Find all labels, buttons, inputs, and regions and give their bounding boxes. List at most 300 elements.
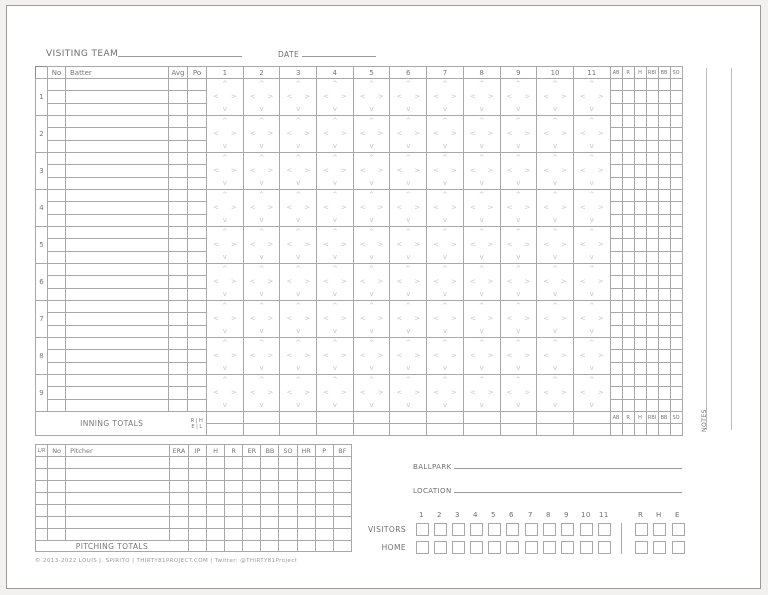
at-bat-diamond-cell[interactable] bbox=[390, 301, 427, 338]
at-bat-diamond-cell[interactable] bbox=[573, 153, 610, 190]
at-bat-diamond-cell[interactable] bbox=[353, 375, 390, 412]
at-bat-diamond-cell[interactable] bbox=[317, 190, 354, 227]
stat-cell[interactable] bbox=[622, 202, 634, 214]
linescore-box[interactable] bbox=[506, 523, 519, 536]
batter-cell[interactable] bbox=[66, 288, 169, 300]
stat-cell[interactable] bbox=[610, 190, 622, 202]
pitcher-cell[interactable] bbox=[279, 505, 297, 517]
stat-cell[interactable] bbox=[646, 288, 658, 300]
avg-cell[interactable] bbox=[169, 325, 188, 337]
at-bat-diamond-cell[interactable] bbox=[243, 153, 280, 190]
stat-cell[interactable] bbox=[622, 264, 634, 276]
pitcher-cell[interactable] bbox=[188, 529, 206, 541]
at-bat-diamond-cell[interactable] bbox=[280, 153, 317, 190]
at-bat-diamond-cell[interactable] bbox=[537, 338, 574, 375]
stat-cell[interactable] bbox=[646, 116, 658, 128]
stat-cell[interactable] bbox=[634, 103, 646, 115]
at-bat-diamond-cell[interactable] bbox=[207, 190, 244, 227]
stat-cell[interactable] bbox=[646, 301, 658, 313]
position-cell[interactable] bbox=[188, 251, 207, 263]
pitcher-cell[interactable] bbox=[169, 517, 188, 529]
position-cell[interactable] bbox=[188, 128, 207, 140]
inning-total-cell[interactable] bbox=[500, 424, 537, 436]
avg-cell[interactable] bbox=[169, 202, 188, 214]
stat-cell[interactable] bbox=[670, 177, 682, 189]
stat-cell[interactable] bbox=[622, 239, 634, 251]
linescore-box[interactable] bbox=[488, 541, 501, 554]
number-cell[interactable] bbox=[48, 128, 66, 140]
pitcher-cell[interactable] bbox=[243, 469, 261, 481]
stat-cell[interactable] bbox=[634, 264, 646, 276]
at-bat-diamond-cell[interactable] bbox=[353, 116, 390, 153]
at-bat-diamond-cell[interactable] bbox=[573, 264, 610, 301]
avg-cell[interactable] bbox=[169, 190, 188, 202]
at-bat-diamond-cell[interactable] bbox=[280, 79, 317, 116]
inning-total-cell[interactable] bbox=[573, 424, 610, 436]
at-bat-diamond-cell[interactable] bbox=[537, 153, 574, 190]
stat-cell[interactable] bbox=[634, 276, 646, 288]
stat-cell[interactable] bbox=[670, 91, 682, 103]
at-bat-diamond-cell[interactable] bbox=[353, 153, 390, 190]
stat-cell[interactable] bbox=[670, 288, 682, 300]
pitcher-cell[interactable] bbox=[207, 457, 225, 469]
pitcher-cell[interactable] bbox=[261, 505, 279, 517]
at-bat-diamond-cell[interactable] bbox=[243, 116, 280, 153]
at-bat-diamond-cell[interactable] bbox=[390, 375, 427, 412]
stat-cell[interactable] bbox=[622, 79, 634, 91]
position-cell[interactable] bbox=[188, 91, 207, 103]
pitcher-cell[interactable] bbox=[188, 493, 206, 505]
at-bat-diamond-cell[interactable] bbox=[207, 116, 244, 153]
batter-cell[interactable] bbox=[66, 79, 169, 91]
pitcher-cell[interactable] bbox=[297, 469, 315, 481]
pitcher-cell[interactable] bbox=[169, 469, 188, 481]
pitcher-cell[interactable] bbox=[261, 493, 279, 505]
inning-total-cell[interactable] bbox=[207, 424, 244, 436]
number-cell[interactable] bbox=[48, 91, 66, 103]
linescore-box[interactable] bbox=[525, 541, 538, 554]
stat-cell[interactable] bbox=[670, 399, 682, 411]
stat-cell[interactable] bbox=[658, 276, 670, 288]
position-cell[interactable] bbox=[188, 103, 207, 115]
at-bat-diamond-cell[interactable] bbox=[280, 338, 317, 375]
at-bat-diamond-cell[interactable] bbox=[390, 338, 427, 375]
at-bat-diamond-cell[interactable] bbox=[463, 338, 500, 375]
pitcher-cell[interactable] bbox=[188, 505, 206, 517]
inning-total-cell[interactable] bbox=[353, 412, 390, 424]
at-bat-diamond-cell[interactable] bbox=[500, 264, 537, 301]
avg-cell[interactable] bbox=[169, 177, 188, 189]
at-bat-diamond-cell[interactable] bbox=[280, 190, 317, 227]
stat-cell[interactable] bbox=[634, 350, 646, 362]
stat-cell[interactable] bbox=[658, 177, 670, 189]
linescore-total-box[interactable] bbox=[653, 523, 666, 536]
position-cell[interactable] bbox=[188, 177, 207, 189]
stat-cell[interactable] bbox=[634, 338, 646, 350]
position-cell[interactable] bbox=[188, 227, 207, 239]
stat-cell[interactable] bbox=[634, 399, 646, 411]
position-cell[interactable] bbox=[188, 325, 207, 337]
stat-cell[interactable] bbox=[622, 350, 634, 362]
linescore-box[interactable] bbox=[580, 541, 593, 554]
at-bat-diamond-cell[interactable] bbox=[573, 375, 610, 412]
avg-cell[interactable] bbox=[169, 153, 188, 165]
linescore-total-box[interactable] bbox=[672, 541, 685, 554]
stat-cell[interactable] bbox=[670, 79, 682, 91]
avg-cell[interactable] bbox=[169, 214, 188, 226]
at-bat-diamond-cell[interactable] bbox=[573, 227, 610, 264]
stat-cell[interactable] bbox=[610, 202, 622, 214]
at-bat-diamond-cell[interactable] bbox=[427, 375, 464, 412]
at-bat-diamond-cell[interactable] bbox=[353, 301, 390, 338]
pitcher-cell[interactable] bbox=[66, 493, 170, 505]
stat-cell[interactable] bbox=[670, 227, 682, 239]
batter-cell[interactable] bbox=[66, 338, 169, 350]
stat-cell[interactable] bbox=[658, 116, 670, 128]
stat-cell[interactable] bbox=[634, 239, 646, 251]
stat-cell[interactable] bbox=[658, 251, 670, 263]
stat-cell[interactable] bbox=[622, 227, 634, 239]
at-bat-diamond-cell[interactable] bbox=[500, 116, 537, 153]
pitcher-cell[interactable] bbox=[243, 493, 261, 505]
stat-cell[interactable] bbox=[610, 313, 622, 325]
stat-cell[interactable] bbox=[622, 251, 634, 263]
at-bat-diamond-cell[interactable] bbox=[317, 264, 354, 301]
pitcher-cell[interactable] bbox=[279, 493, 297, 505]
stat-cell[interactable] bbox=[658, 338, 670, 350]
stat-total-cell[interactable] bbox=[622, 424, 634, 436]
avg-cell[interactable] bbox=[169, 79, 188, 91]
stat-cell[interactable] bbox=[634, 190, 646, 202]
pitcher-cell[interactable] bbox=[315, 457, 333, 469]
stat-cell[interactable] bbox=[610, 153, 622, 165]
stat-cell[interactable] bbox=[646, 103, 658, 115]
at-bat-diamond-cell[interactable] bbox=[537, 375, 574, 412]
number-cell[interactable] bbox=[48, 338, 66, 350]
position-cell[interactable] bbox=[188, 301, 207, 313]
stat-cell[interactable] bbox=[670, 202, 682, 214]
at-bat-diamond-cell[interactable] bbox=[427, 301, 464, 338]
avg-cell[interactable] bbox=[169, 91, 188, 103]
inning-total-cell[interactable] bbox=[280, 424, 317, 436]
avg-cell[interactable] bbox=[169, 165, 188, 177]
at-bat-diamond-cell[interactable] bbox=[390, 116, 427, 153]
at-bat-diamond-cell[interactable] bbox=[500, 79, 537, 116]
number-cell[interactable] bbox=[48, 177, 66, 189]
pitcher-cell[interactable] bbox=[36, 529, 48, 541]
stat-cell[interactable] bbox=[634, 375, 646, 387]
pitcher-cell[interactable] bbox=[66, 505, 170, 517]
stat-cell[interactable] bbox=[646, 251, 658, 263]
linescore-total-box[interactable] bbox=[653, 541, 666, 554]
position-cell[interactable] bbox=[188, 116, 207, 128]
inning-total-cell[interactable] bbox=[427, 424, 464, 436]
batter-cell[interactable] bbox=[66, 91, 169, 103]
stat-cell[interactable] bbox=[658, 153, 670, 165]
stat-cell[interactable] bbox=[610, 91, 622, 103]
stat-cell[interactable] bbox=[658, 375, 670, 387]
stat-total-cell[interactable] bbox=[610, 424, 622, 436]
number-cell[interactable] bbox=[48, 140, 66, 152]
avg-cell[interactable] bbox=[169, 313, 188, 325]
stat-cell[interactable] bbox=[646, 375, 658, 387]
at-bat-diamond-cell[interactable] bbox=[317, 79, 354, 116]
stat-total-cell[interactable] bbox=[634, 424, 646, 436]
inning-total-cell[interactable] bbox=[427, 412, 464, 424]
position-cell[interactable] bbox=[188, 140, 207, 152]
stat-cell[interactable] bbox=[634, 177, 646, 189]
stat-cell[interactable] bbox=[646, 325, 658, 337]
at-bat-diamond-cell[interactable] bbox=[463, 264, 500, 301]
stat-total-cell[interactable] bbox=[670, 424, 682, 436]
at-bat-diamond-cell[interactable] bbox=[427, 79, 464, 116]
at-bat-diamond-cell[interactable] bbox=[427, 264, 464, 301]
stat-cell[interactable] bbox=[658, 79, 670, 91]
pitcher-cell[interactable] bbox=[333, 529, 351, 541]
at-bat-diamond-cell[interactable] bbox=[243, 227, 280, 264]
stat-cell[interactable] bbox=[658, 387, 670, 399]
stat-cell[interactable] bbox=[658, 103, 670, 115]
batter-cell[interactable] bbox=[66, 140, 169, 152]
linescore-box[interactable] bbox=[598, 541, 611, 554]
stat-cell[interactable] bbox=[634, 313, 646, 325]
inning-total-cell[interactable] bbox=[463, 424, 500, 436]
pitcher-cell[interactable] bbox=[225, 481, 243, 493]
at-bat-diamond-cell[interactable] bbox=[573, 338, 610, 375]
stat-cell[interactable] bbox=[658, 214, 670, 226]
stat-cell[interactable] bbox=[622, 177, 634, 189]
at-bat-diamond-cell[interactable] bbox=[280, 116, 317, 153]
stat-cell[interactable] bbox=[646, 276, 658, 288]
pitcher-cell[interactable] bbox=[36, 493, 48, 505]
at-bat-diamond-cell[interactable] bbox=[427, 153, 464, 190]
at-bat-diamond-cell[interactable] bbox=[500, 301, 537, 338]
batter-cell[interactable] bbox=[66, 325, 169, 337]
stat-cell[interactable] bbox=[670, 375, 682, 387]
pitcher-cell[interactable] bbox=[48, 529, 66, 541]
pitcher-cell[interactable] bbox=[297, 457, 315, 469]
at-bat-diamond-cell[interactable] bbox=[207, 227, 244, 264]
pitcher-cell[interactable] bbox=[188, 517, 206, 529]
at-bat-diamond-cell[interactable] bbox=[573, 116, 610, 153]
number-cell[interactable] bbox=[48, 239, 66, 251]
stat-cell[interactable] bbox=[610, 264, 622, 276]
stat-cell[interactable] bbox=[658, 128, 670, 140]
at-bat-diamond-cell[interactable] bbox=[317, 153, 354, 190]
pitcher-cell[interactable] bbox=[333, 493, 351, 505]
stat-cell[interactable] bbox=[658, 264, 670, 276]
position-cell[interactable] bbox=[188, 214, 207, 226]
stat-cell[interactable] bbox=[634, 214, 646, 226]
pitcher-cell[interactable] bbox=[279, 481, 297, 493]
avg-cell[interactable] bbox=[169, 227, 188, 239]
stat-cell[interactable] bbox=[646, 264, 658, 276]
pitcher-cell[interactable] bbox=[315, 493, 333, 505]
stat-cell[interactable] bbox=[610, 116, 622, 128]
pitcher-cell[interactable] bbox=[297, 493, 315, 505]
inning-total-cell[interactable] bbox=[280, 412, 317, 424]
pitcher-cell[interactable] bbox=[36, 457, 48, 469]
batter-cell[interactable] bbox=[66, 227, 169, 239]
stat-cell[interactable] bbox=[670, 103, 682, 115]
position-cell[interactable] bbox=[188, 153, 207, 165]
stat-cell[interactable] bbox=[610, 387, 622, 399]
position-cell[interactable] bbox=[188, 276, 207, 288]
avg-cell[interactable] bbox=[169, 338, 188, 350]
pitcher-cell[interactable] bbox=[66, 481, 170, 493]
pitcher-cell[interactable] bbox=[169, 481, 188, 493]
pitcher-cell[interactable] bbox=[225, 529, 243, 541]
stat-cell[interactable] bbox=[610, 362, 622, 374]
pitching-total-cell[interactable] bbox=[261, 541, 279, 552]
pitcher-cell[interactable] bbox=[66, 529, 170, 541]
stat-cell[interactable] bbox=[658, 165, 670, 177]
at-bat-diamond-cell[interactable] bbox=[353, 227, 390, 264]
pitcher-cell[interactable] bbox=[207, 517, 225, 529]
at-bat-diamond-cell[interactable] bbox=[463, 301, 500, 338]
at-bat-diamond-cell[interactable] bbox=[537, 264, 574, 301]
stat-cell[interactable] bbox=[634, 91, 646, 103]
avg-cell[interactable] bbox=[169, 375, 188, 387]
pitcher-cell[interactable] bbox=[48, 457, 66, 469]
pitcher-cell[interactable] bbox=[225, 505, 243, 517]
stat-cell[interactable] bbox=[610, 177, 622, 189]
pitcher-cell[interactable] bbox=[225, 517, 243, 529]
position-cell[interactable] bbox=[188, 350, 207, 362]
inning-total-cell[interactable] bbox=[317, 412, 354, 424]
linescore-total-box[interactable] bbox=[635, 523, 648, 536]
at-bat-diamond-cell[interactable] bbox=[243, 338, 280, 375]
at-bat-diamond-cell[interactable] bbox=[427, 227, 464, 264]
at-bat-diamond-cell[interactable] bbox=[500, 227, 537, 264]
stat-cell[interactable] bbox=[646, 177, 658, 189]
at-bat-diamond-cell[interactable] bbox=[573, 190, 610, 227]
stat-cell[interactable] bbox=[646, 165, 658, 177]
at-bat-diamond-cell[interactable] bbox=[280, 264, 317, 301]
avg-cell[interactable] bbox=[169, 350, 188, 362]
at-bat-diamond-cell[interactable] bbox=[500, 375, 537, 412]
at-bat-diamond-cell[interactable] bbox=[537, 79, 574, 116]
stat-cell[interactable] bbox=[634, 251, 646, 263]
batter-cell[interactable] bbox=[66, 190, 169, 202]
number-cell[interactable] bbox=[48, 362, 66, 374]
pitcher-cell[interactable] bbox=[243, 481, 261, 493]
at-bat-diamond-cell[interactable] bbox=[280, 375, 317, 412]
stat-cell[interactable] bbox=[610, 227, 622, 239]
pitcher-cell[interactable] bbox=[315, 505, 333, 517]
stat-cell[interactable] bbox=[670, 239, 682, 251]
avg-cell[interactable] bbox=[169, 276, 188, 288]
at-bat-diamond-cell[interactable] bbox=[243, 301, 280, 338]
pitcher-cell[interactable] bbox=[297, 529, 315, 541]
avg-cell[interactable] bbox=[169, 251, 188, 263]
at-bat-diamond-cell[interactable] bbox=[207, 375, 244, 412]
stat-cell[interactable] bbox=[646, 190, 658, 202]
pitching-total-cell[interactable] bbox=[243, 541, 261, 552]
stat-cell[interactable] bbox=[622, 338, 634, 350]
inning-total-cell[interactable] bbox=[390, 424, 427, 436]
stat-cell[interactable] bbox=[634, 325, 646, 337]
ballpark-field[interactable] bbox=[454, 468, 682, 469]
avg-cell[interactable] bbox=[169, 399, 188, 411]
at-bat-diamond-cell[interactable] bbox=[243, 264, 280, 301]
stat-cell[interactable] bbox=[670, 214, 682, 226]
pitcher-cell[interactable] bbox=[333, 481, 351, 493]
number-cell[interactable] bbox=[48, 387, 66, 399]
avg-cell[interactable] bbox=[169, 362, 188, 374]
stat-cell[interactable] bbox=[658, 301, 670, 313]
pitcher-cell[interactable] bbox=[66, 517, 170, 529]
stat-cell[interactable] bbox=[658, 91, 670, 103]
pitcher-cell[interactable] bbox=[225, 457, 243, 469]
pitcher-cell[interactable] bbox=[315, 469, 333, 481]
at-bat-diamond-cell[interactable] bbox=[353, 264, 390, 301]
stat-cell[interactable] bbox=[622, 116, 634, 128]
batter-cell[interactable] bbox=[66, 387, 169, 399]
stat-cell[interactable] bbox=[658, 227, 670, 239]
pitcher-cell[interactable] bbox=[36, 469, 48, 481]
number-cell[interactable] bbox=[48, 276, 66, 288]
linescore-box[interactable] bbox=[598, 523, 611, 536]
stat-total-cell[interactable] bbox=[658, 424, 670, 436]
stat-cell[interactable] bbox=[622, 387, 634, 399]
number-cell[interactable] bbox=[48, 227, 66, 239]
stat-cell[interactable] bbox=[658, 239, 670, 251]
pitching-total-cell[interactable] bbox=[297, 541, 315, 552]
stat-cell[interactable] bbox=[658, 362, 670, 374]
at-bat-diamond-cell[interactable] bbox=[463, 375, 500, 412]
stat-cell[interactable] bbox=[646, 350, 658, 362]
linescore-box[interactable] bbox=[488, 523, 501, 536]
inning-total-cell[interactable] bbox=[463, 412, 500, 424]
at-bat-diamond-cell[interactable] bbox=[317, 338, 354, 375]
at-bat-diamond-cell[interactable] bbox=[537, 190, 574, 227]
position-cell[interactable] bbox=[188, 387, 207, 399]
pitcher-cell[interactable] bbox=[169, 493, 188, 505]
pitcher-cell[interactable] bbox=[261, 517, 279, 529]
number-cell[interactable] bbox=[48, 153, 66, 165]
at-bat-diamond-cell[interactable] bbox=[207, 153, 244, 190]
stat-cell[interactable] bbox=[670, 128, 682, 140]
pitcher-cell[interactable] bbox=[207, 469, 225, 481]
inning-total-cell[interactable] bbox=[243, 412, 280, 424]
inning-total-cell[interactable] bbox=[390, 412, 427, 424]
stat-cell[interactable] bbox=[658, 350, 670, 362]
at-bat-diamond-cell[interactable] bbox=[537, 301, 574, 338]
stat-cell[interactable] bbox=[646, 399, 658, 411]
number-cell[interactable] bbox=[48, 251, 66, 263]
batter-cell[interactable] bbox=[66, 239, 169, 251]
number-cell[interactable] bbox=[48, 79, 66, 91]
date-field[interactable] bbox=[302, 56, 376, 57]
at-bat-diamond-cell[interactable] bbox=[573, 301, 610, 338]
pitcher-cell[interactable] bbox=[207, 493, 225, 505]
number-cell[interactable] bbox=[48, 301, 66, 313]
stat-cell[interactable] bbox=[610, 288, 622, 300]
at-bat-diamond-cell[interactable] bbox=[390, 153, 427, 190]
stat-cell[interactable] bbox=[622, 362, 634, 374]
stat-cell[interactable] bbox=[610, 79, 622, 91]
pitcher-cell[interactable] bbox=[297, 481, 315, 493]
inning-total-cell[interactable] bbox=[243, 424, 280, 436]
at-bat-diamond-cell[interactable] bbox=[390, 227, 427, 264]
number-cell[interactable] bbox=[48, 214, 66, 226]
at-bat-diamond-cell[interactable] bbox=[500, 190, 537, 227]
stat-cell[interactable] bbox=[610, 214, 622, 226]
pitching-total-cell[interactable] bbox=[207, 541, 225, 552]
stat-cell[interactable] bbox=[622, 190, 634, 202]
avg-cell[interactable] bbox=[169, 140, 188, 152]
